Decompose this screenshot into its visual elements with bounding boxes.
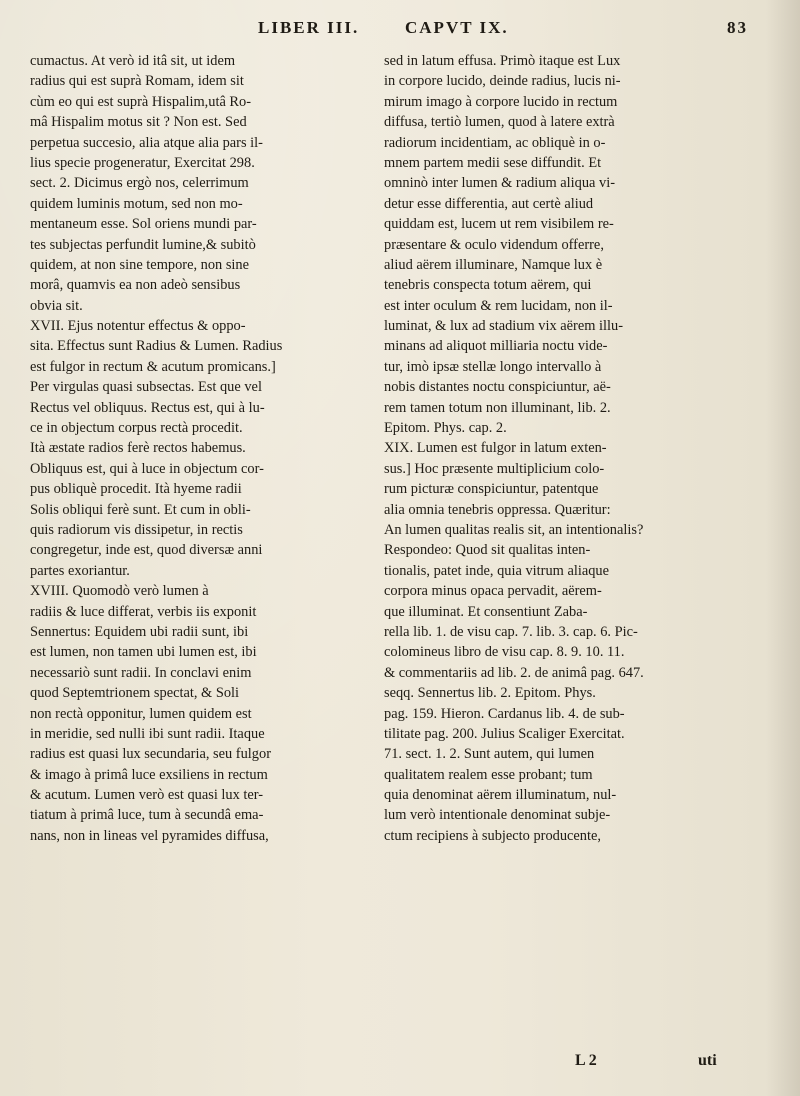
text-line: tiatum à primâ luce, tum à secundâ ema- [30, 807, 264, 824]
text-line: in corpore lucido, deinde radius, lucis ni- [384, 73, 621, 90]
catchword: uti [698, 1052, 717, 1069]
text-line: seqq. Sennertus lib. 2. Epitom. Phys. [384, 685, 596, 702]
text-line: necessariò sunt radii. In conclavi enim [30, 664, 252, 681]
text-line: qualitatem realem esse probant; tum [384, 766, 593, 783]
text-line: 71. sect. 1. 2. Sunt autem, qui lumen [384, 746, 595, 763]
text-line: radius qui est suprà Romam, idem sit [30, 73, 244, 90]
header-book-label: LIBER III. [258, 18, 360, 37]
text-line: diffusa, tertiò lumen, quod à latere extrà [384, 114, 615, 131]
text-line: radiorum incidentiam, ac obliquè in o- [384, 134, 606, 151]
text-line: sus.] Hoc præsente multiplicium colo- [384, 460, 605, 477]
text-line: mentaneum esse. Sol oriens mundi par- [30, 216, 257, 233]
text-line: Sennertus: Equidem ubi radii sunt, ibi [30, 623, 249, 640]
text-line: sita. Effectus sunt Radius & Lumen. Radius [30, 338, 283, 355]
text-line: est inter oculum & rem lucidam, non il- [384, 297, 613, 314]
signature-mark: L 2 [575, 1052, 597, 1069]
text-line: ce in objectum corpus rectà procedit. [30, 420, 243, 437]
text-line: cumactus. At verò id itâ sit, ut idem [30, 53, 236, 69]
text-line: lius specie progeneratur, Exercitat 298. [30, 154, 255, 171]
text-line: morâ, quamvis ea non adeò sensibus [30, 277, 241, 294]
text-line: quia denominat aërem illuminatum, nul- [384, 787, 617, 804]
text-line: pag. 159. Hieron. Cardanus lib. 4. de sub- [384, 705, 625, 722]
text-line: tionalis, patet inde, quia vitrum aliaque [384, 562, 609, 579]
text-line: non rectà opponitur, lumen quidem est [30, 705, 252, 722]
text-line: ctum recipiens à subjecto producente, [384, 827, 601, 844]
text-line: præsentare & oculo videndum offerre, [384, 236, 604, 253]
text-line: rem tamen totum non illuminant, lib. 2. [384, 399, 611, 416]
text-line: tenebris conspecta totum aërem, qui [384, 277, 592, 294]
text-line: XVII. Ejus notentur effectus & oppo- [30, 318, 246, 335]
text-line: mirum imago à corpore lucido in rectum [384, 93, 618, 110]
text-line: rella lib. 1. de visu cap. 7. lib. 3. cap. 6. Pic- [384, 623, 638, 640]
header-chapter-label: CAPVT IX. [405, 18, 509, 37]
left-text-column [30, 51, 370, 846]
right-text-column [384, 51, 756, 846]
text-line: colomineus libro de visu cap. 8. 9. 10. 11. [384, 644, 625, 661]
text-line: & imago à primâ luce exsiliens in rectum [30, 766, 268, 783]
running-header [0, 18, 800, 44]
text-line: radiis & luce differat, verbis iis exponit [30, 603, 257, 620]
text-line: Solis obliqui ferè sunt. Et cum in obli- [30, 501, 251, 518]
page-edge-shadow [766, 0, 800, 1096]
text-line: XIX. Lumen est fulgor in latum exten- [384, 440, 607, 457]
text-line: quidem luminis motum, sed non mo- [30, 195, 243, 212]
text-line: An lumen qualitas realis sit, an intentionalis? [384, 521, 644, 538]
text-line: mnem partem medii sese diffundit. Et [384, 154, 602, 171]
text-line: sed in latum effusa. Primò itaque est Lux [384, 53, 621, 69]
text-line: quis radiorum vis dissipetur, in rectis [30, 521, 243, 538]
text-line: luminat, & lux ad stadium vix aërem illu- [384, 318, 623, 335]
text-line: corpora minus opaca pervadit, aërem- [384, 583, 602, 600]
text-line: congregetur, inde est, quod diversæ anni [30, 542, 263, 559]
text-line: & acutum. Lumen verò est quasi lux ter- [30, 787, 264, 804]
text-line: perpetua succesio, alia atque alia pars il- [30, 134, 263, 151]
text-line: est lumen, non tamen ubi lumen est, ibi [30, 644, 257, 661]
text-line: quiddam est, lucem ut rem visibilem re- [384, 216, 614, 233]
text-line: aliud aërem illuminare, Namque lux è [384, 256, 603, 273]
text-line: rum picturæ conspiciuntur, patentque [384, 481, 599, 498]
page-number: 83 [727, 18, 748, 37]
text-line: Rectus vel obliquus. Rectus est, qui à lu- [30, 399, 265, 416]
text-line: in meridie, sed nulli ibi sunt radii. Itaque [30, 725, 265, 742]
text-line: Respondeo: Quod sit qualitas inten- [384, 542, 591, 559]
text-line: radius est quasi lux secundaria, seu fulgor [30, 746, 271, 763]
text-line: pus obliquè procedit. Ità hyeme radii [30, 481, 242, 498]
text-line: Epitom. Phys. cap. 2. [384, 420, 507, 437]
text-line: tes subjectas perfundit lumine,& subitò [30, 236, 256, 253]
text-line: cùm eo qui est suprà Hispalim,utâ Ro- [30, 93, 252, 110]
text-line: Ità æstate radios ferè rectos habemus. [30, 440, 246, 457]
text-line: tur, imò ipsæ stellæ longo intervallo à [384, 358, 602, 375]
text-line: XVIII. Quomodò verò lumen à [30, 583, 209, 600]
text-line: sect. 2. Dicimus ergò nos, celerrimum [30, 175, 249, 192]
text-line: mâ Hispalim motus sit ? Non est. Sed [30, 114, 247, 131]
text-line: quod Septemtrionem spectat, & Soli [30, 685, 240, 702]
text-line: obvia sit. [30, 297, 83, 314]
text-line: quidem, at non sine tempore, non sine [30, 256, 250, 273]
text-line: est fulgor in rectum & acutum promicans.] [30, 358, 276, 375]
text-line: & commentariis ad lib. 2. de animâ pag. 647. [384, 664, 644, 681]
text-line: nobis distantes noctu conspiciuntur, aë- [384, 379, 611, 396]
text-line: Obliquus est, qui à luce in objectum cor- [30, 460, 264, 477]
text-line: omninò inter lumen & radium aliqua vi- [384, 175, 616, 192]
text-line: nans, non in lineas vel pyramides diffusa, [30, 827, 269, 844]
text-line: alia omnia tenebris oppressa. Quæritur: [384, 501, 611, 518]
text-line: minans ad aliquot milliaria noctu vide- [384, 338, 608, 355]
text-line: Per virgulas quasi subsectas. Est que vel [30, 379, 262, 396]
text-line: detur esse differentia, aut certè aliud [384, 195, 594, 212]
text-line: partes exoriantur. [30, 562, 130, 579]
text-line: tilitate pag. 200. Julius Scaliger Exercitat. [384, 725, 625, 742]
text-line: que illuminat. Et consentiunt Zaba- [384, 603, 588, 620]
text-line: lum verò intentionale denominat subje- [384, 807, 611, 824]
